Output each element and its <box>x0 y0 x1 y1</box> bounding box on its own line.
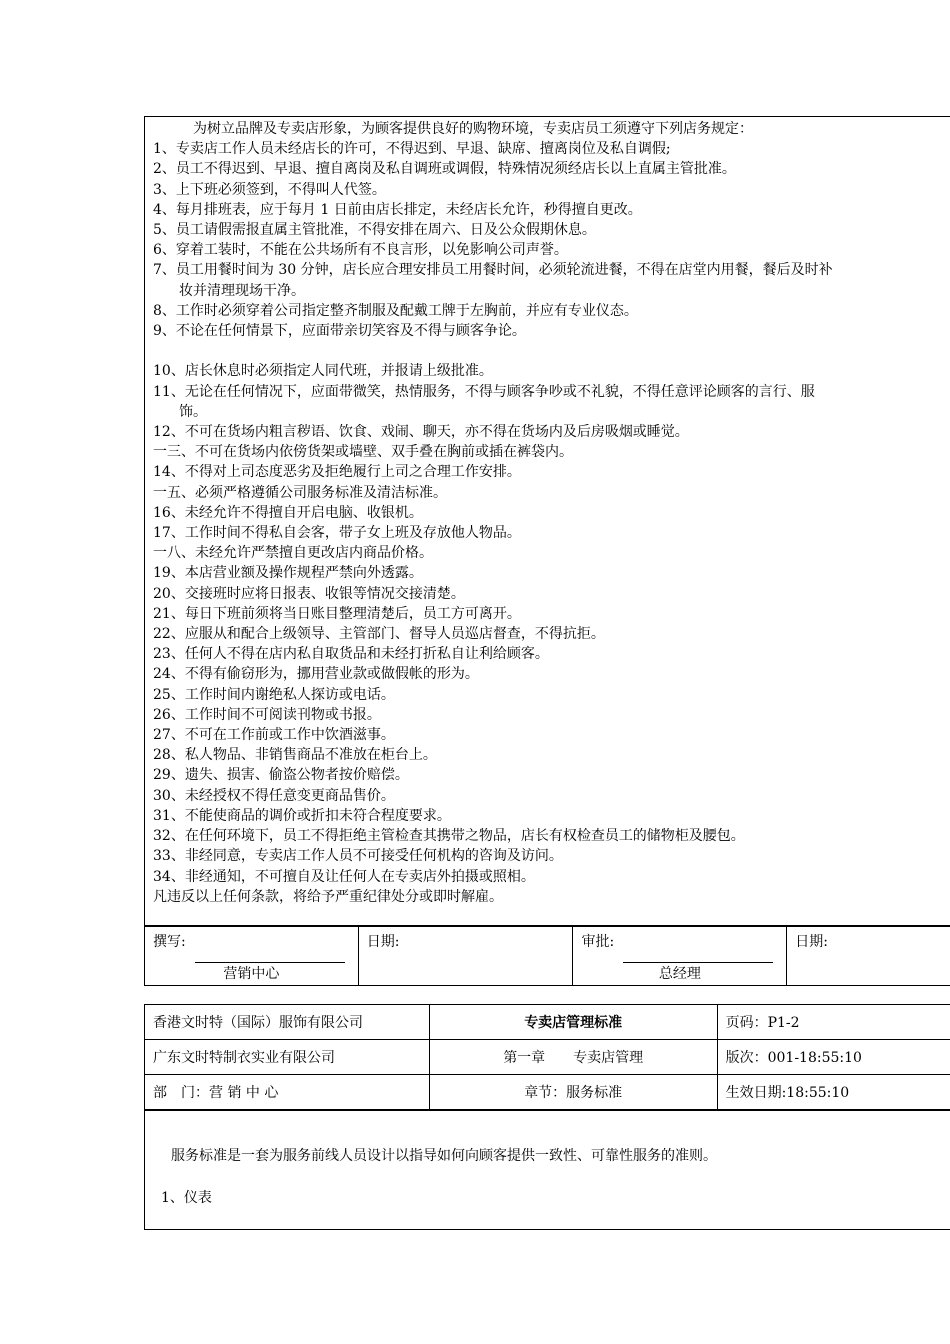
rule-item: 22、应服从和配合上级领导、主管部门、督导人员巡店督查，不得抗拒。 <box>153 626 605 643</box>
service-standard-paragraph: 服务标准是一套为服务前线人员设计以指导如何向顾客提供一致性、可靠性服务的准则。 <box>171 1148 717 1164</box>
rule-item: 17、工作时间不得私自会客，带子女上班及存放他人物品。 <box>153 525 521 542</box>
rule-item-continuation: 妆并清理现场干净。 <box>179 282 305 299</box>
rules-intro: 为树立品牌及专卖店形象，为顾客提供良好的购物环境，专卖店员工须遵守下列店务规定： <box>193 121 753 137</box>
blank-line <box>153 341 950 361</box>
approver-title: 总经理 <box>658 966 701 982</box>
header-row <box>145 1075 950 1110</box>
header-row <box>145 1005 950 1040</box>
rule-item: 19、本店营业额及操作规程严禁向外透露。 <box>153 565 423 582</box>
rules-group-b <box>153 301 950 341</box>
approver-label: 审批: <box>581 934 615 950</box>
rule-item: 34、非经通知，不可擅自及让任何人在专卖店外拍摄或照相。 <box>153 868 535 885</box>
rule-item: 29、遗失、损害、偷盗公物者按价赔偿。 <box>153 767 409 784</box>
rule-item: 26、工作时间不可阅读刊物或书报。 <box>153 706 381 723</box>
store-rules-box <box>144 116 950 926</box>
rule-item: 11、无论在任何情况下，应面带微笑，热情服务，不得与顾客争吵或不礼貌，不得任意评论顾客的言行、服 <box>153 383 815 400</box>
document-header-table <box>144 1004 950 1110</box>
rule-item: 一五、必须严格遵循公司服务标准及清洁标准。 <box>153 484 447 501</box>
rule-item: 10、店长休息时必须指定人同代班，并报请上级批准。 <box>153 363 493 380</box>
rule-item: 28、私人物品、非销售商品不准放在柜台上。 <box>153 747 437 764</box>
rule-item: 5、员工请假需报直属主管批准，不得安排在周六、日及公众假期休息。 <box>153 222 596 239</box>
rule-item: 21、每日下班前须将当日账目整理清楚后，员工方可离开。 <box>153 605 521 622</box>
writer-label: 撰写: <box>153 934 186 950</box>
store-rules-list <box>145 117 950 907</box>
rule-item-continuation: 饰。 <box>179 403 207 420</box>
rule-item: 4、每月排班表，应于每月 1 日前由店长排定，未经店长允许，秒得擅自更改。 <box>153 201 642 218</box>
rule-item: 16、未经允许不得擅自开启电脑、收银机。 <box>153 504 423 521</box>
signoff-row <box>144 926 950 986</box>
rule-item: 24、不得有偷窃形为，挪用营业款或做假帐的形为。 <box>153 666 479 683</box>
rule-item: 8、工作时必须穿着公司指定整齐制服及配戴工牌于左胸前，并应有专业仪态。 <box>153 302 638 319</box>
section-item-1: 1、仪表 <box>161 1190 212 1206</box>
signoff-date-cell-1 <box>359 927 574 985</box>
rule-item: 一八、未经允许严禁擅自更改店内商品价格。 <box>153 545 433 562</box>
rules-group-d <box>153 422 950 907</box>
chapter-label: 第一章 专卖店管理 <box>429 1040 717 1075</box>
rule-item: 9、不论在任何情景下，应面带亲切笑容及不得与顾客争论。 <box>153 323 526 340</box>
signoff-approver-cell <box>573 927 787 985</box>
rule-item: 一三、不可在货场内依傍货架或墙壁、双手叠在胸前或插在裤袋内。 <box>153 444 573 461</box>
department-label: 部 门：营 销 中 心 <box>145 1075 430 1110</box>
rule-item: 7、员工用餐时间为 30 分钟，店长应合理安排员工用餐时间，必须轮流进餐，不得在店堂内用餐，餐后及时补 <box>153 262 833 279</box>
header-row <box>145 1040 950 1075</box>
rule-item: 25、工作时间内谢绝私人探访或电话。 <box>153 686 395 703</box>
rule-item: 2、员工不得迟到、早退、擅自离岗及私自调班或调假，特殊情况须经店长以上直属主管批准。 <box>153 161 736 178</box>
section-label: 章节：服务标准 <box>429 1075 717 1110</box>
rule-item: 6、穿着工装时，不能在公共场所有不良言形，以免影响公司声誉。 <box>153 242 568 259</box>
rule-item: 23、任何人不得在店内私自取货品和未经打折私自让利给顾客。 <box>153 646 549 663</box>
effective-date-label: 生效日期:18:55:10 <box>717 1075 950 1110</box>
version-label: 版次：001-18:55:10 <box>717 1040 950 1075</box>
signoff-date-cell-2 <box>787 927 950 985</box>
service-standard-box <box>144 1110 950 1230</box>
rule-item: 14、不得对上司态度恶劣及拒绝履行上司之合理工作安排。 <box>153 464 521 481</box>
rule-item: 3、上下班必须签到，不得叫人代签。 <box>153 181 386 198</box>
rule-item: 32、在任何环境下，员工不得拒绝主管检查其携带之物品，店长有权检查员工的储物柜及腰包。 <box>153 828 745 845</box>
page-code: 页码：P1-2 <box>717 1005 950 1040</box>
rule-item: 1、专卖店工作人员未经店长的许可，不得迟到、早退、缺席、擅离岗位及私自调假; <box>153 141 671 158</box>
rules-conclusion: 凡违反以上任何条款，将给予严重纪律处分或即时解雇。 <box>153 888 503 905</box>
rule-item: 33、非经同意，专卖店工作人员不可接受任何机构的咨询及访问。 <box>153 848 563 865</box>
writer-department: 营销中心 <box>223 966 280 982</box>
date-label: 日期: <box>795 934 828 950</box>
rule-item: 20、交接班时应将日报表、收银等情况交接清楚。 <box>153 585 465 602</box>
rule-item: 31、不能使商品的调价或折扣未符合程度要求。 <box>153 807 451 824</box>
company-name-hk: 香港文时特（国际）服饰有限公司 <box>145 1005 430 1040</box>
rule-item: 12、不可在货场内粗言秽语、饮食、戏闹、聊天，亦不得在货场内及后房吸烟或睡觉。 <box>153 424 689 441</box>
company-name-gd: 广东文时特制衣实业有限公司 <box>145 1040 430 1075</box>
document-title: 专卖店管理标准 <box>429 1005 717 1040</box>
rule-item: 27、不可在工作前或工作中饮酒滋事。 <box>153 727 395 744</box>
rules-group-a <box>153 139 950 301</box>
date-label: 日期: <box>366 934 400 950</box>
rule-item: 30、未经授权不得任意变更商品售价。 <box>153 787 395 804</box>
signoff-writer-cell <box>145 927 359 985</box>
rules-group-c <box>153 361 950 422</box>
